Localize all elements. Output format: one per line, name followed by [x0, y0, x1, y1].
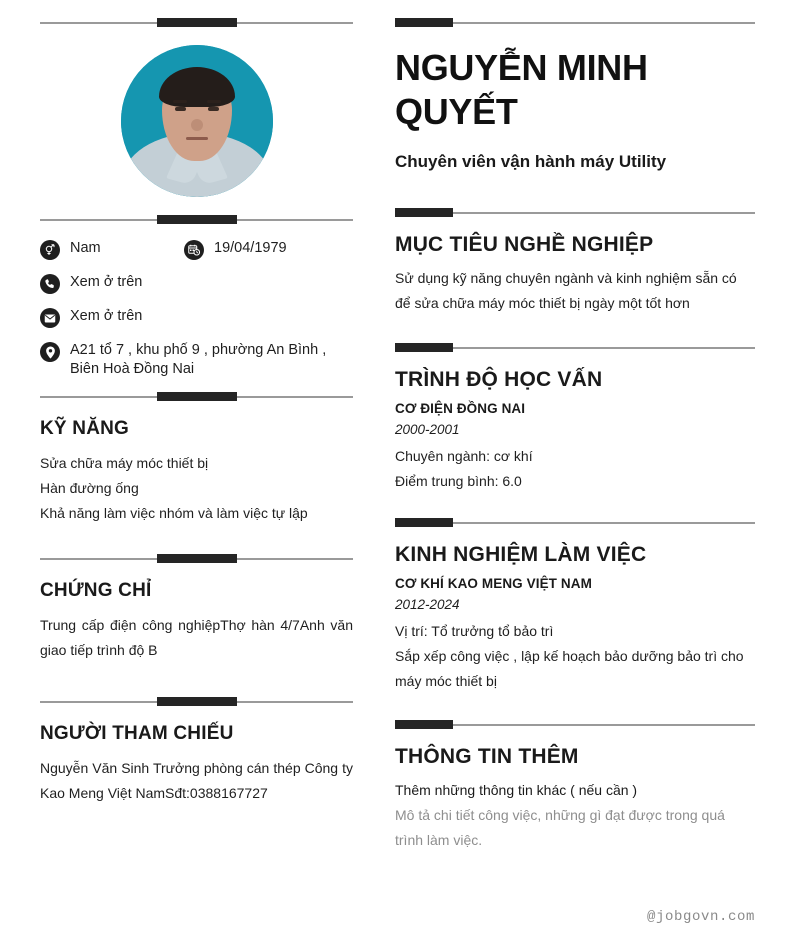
gender-icon	[40, 240, 60, 260]
photo-eye-left	[175, 107, 186, 111]
envelope-icon	[40, 308, 60, 328]
experience-description: Sắp xếp công việc , lập kế hoạch bảo dưỡng bảo trì cho máy móc thiết bị	[395, 648, 744, 689]
education-heading: TRÌNH ĐỘ HỌC VẤN	[395, 368, 603, 391]
contact-address	[40, 341, 353, 379]
experience-position: Vị trí: Tổ trưởng tổ bảo trì	[395, 623, 554, 639]
photo-container	[40, 28, 353, 215]
divider-top-left	[40, 18, 353, 28]
skills-heading: KỸ NĂNG	[40, 418, 130, 439]
contact-row-phone	[40, 273, 353, 294]
certificates-text: Trung cấp điện công nghiệpThợ hàn 4/7Anh văn giao tiếp trình độ B	[40, 617, 353, 658]
candidate-name: NGUYỄN MINH QUYẾT	[395, 47, 648, 132]
references-heading: NGƯỜI THAM CHIẾU	[40, 723, 234, 744]
experience-heading: KINH NGHIỆM LÀM VIỆC	[395, 543, 647, 566]
right-column	[375, 0, 790, 939]
divider-nub	[395, 518, 453, 527]
additional-prompt: Thêm những thông tin khác ( nếu cần )	[395, 782, 638, 798]
divider-nub	[157, 697, 237, 706]
phone-value: Xem ở trên	[70, 274, 143, 290]
divider-nub	[157, 554, 237, 563]
profile-photo	[121, 45, 273, 197]
skill-item: Khả năng làm việc nhóm và làm việc tự lập	[40, 505, 308, 521]
header-spacer	[395, 172, 755, 208]
photo-mouth	[186, 137, 208, 140]
education-period: 2000-2001	[395, 422, 460, 437]
photo-eye-right	[208, 107, 219, 111]
gender-value: Nam	[70, 240, 101, 256]
divider-nub	[395, 720, 453, 729]
contact-block	[40, 225, 353, 379]
divider-nub	[395, 18, 453, 27]
divider-above-education	[395, 343, 755, 353]
skill-item: Hàn đường ống	[40, 480, 139, 496]
divider-above-references	[40, 697, 353, 707]
divider-above-skills	[40, 392, 353, 402]
divider-nub	[395, 208, 453, 217]
location-pin-icon	[40, 342, 60, 362]
job-title: Chuyên viên vận hành máy Utility	[395, 152, 667, 171]
divider-nub	[157, 392, 237, 401]
divider-above-certificates	[40, 554, 353, 564]
contact-email	[40, 307, 142, 328]
phone-icon	[40, 274, 60, 294]
contact-row-gender-birthdate	[40, 239, 353, 260]
photo-eyebrow-left	[173, 100, 187, 103]
photo-nose	[191, 119, 203, 131]
objective-text: Sử dụng kỹ năng chuyên ngành và kinh nghiệm sẵn có để sửa chữa máy móc thiết bị ngày một tốt hơn	[395, 270, 737, 311]
divider-above-experience	[395, 518, 755, 528]
left-column	[0, 0, 375, 939]
watermark: @jobgovn.com	[646, 909, 755, 925]
contact-birthdate	[184, 239, 287, 260]
experience-period: 2012-2024	[395, 597, 460, 612]
skills-list	[40, 451, 353, 526]
divider-nub	[395, 343, 453, 352]
contact-phone	[40, 273, 142, 294]
email-value: Xem ở trên	[70, 308, 143, 324]
address-value: A21 tổ 7 , khu phố 9 , phường An Bình , Biên Hoà Đồng Nai	[70, 342, 327, 377]
skill-item: Sửa chữa máy móc thiết bị	[40, 455, 209, 471]
divider-nub	[157, 215, 237, 224]
calendar-clock-icon	[184, 240, 204, 260]
photo-eyebrow-right	[207, 100, 221, 103]
education-major: Chuyên ngành: cơ khí	[395, 448, 533, 464]
contact-row-address	[40, 341, 353, 379]
references-text: Nguyễn Văn Sinh Trưởng phòng cán thép Công ty Kao Meng Việt NamSđt:0388167727	[40, 760, 353, 801]
education-school: CƠ ĐIỆN ĐỒNG NAI	[395, 401, 526, 416]
divider-above-objective	[395, 208, 755, 218]
divider-below-photo	[40, 215, 353, 225]
additional-placeholder: Mô tả chi tiết công việc, những gì đạt được trong quá trình làm việc.	[395, 807, 725, 848]
certificates-heading: CHỨNG CHỈ	[40, 580, 152, 601]
divider-top-right	[395, 18, 755, 28]
contact-gender	[40, 239, 184, 260]
objective-heading: MỤC TIÊU NGHỀ NGHIỆP	[395, 233, 654, 256]
divider-nub	[157, 18, 237, 27]
education-gpa: Điểm trung bình: 6.0	[395, 473, 522, 489]
contact-row-email	[40, 307, 353, 328]
birthdate-value: 19/04/1979	[214, 240, 287, 256]
divider-above-additional	[395, 720, 755, 730]
additional-heading: THÔNG TIN THÊM	[395, 745, 579, 768]
experience-company: CƠ KHÍ KAO MENG VIỆT NAM	[395, 576, 592, 591]
